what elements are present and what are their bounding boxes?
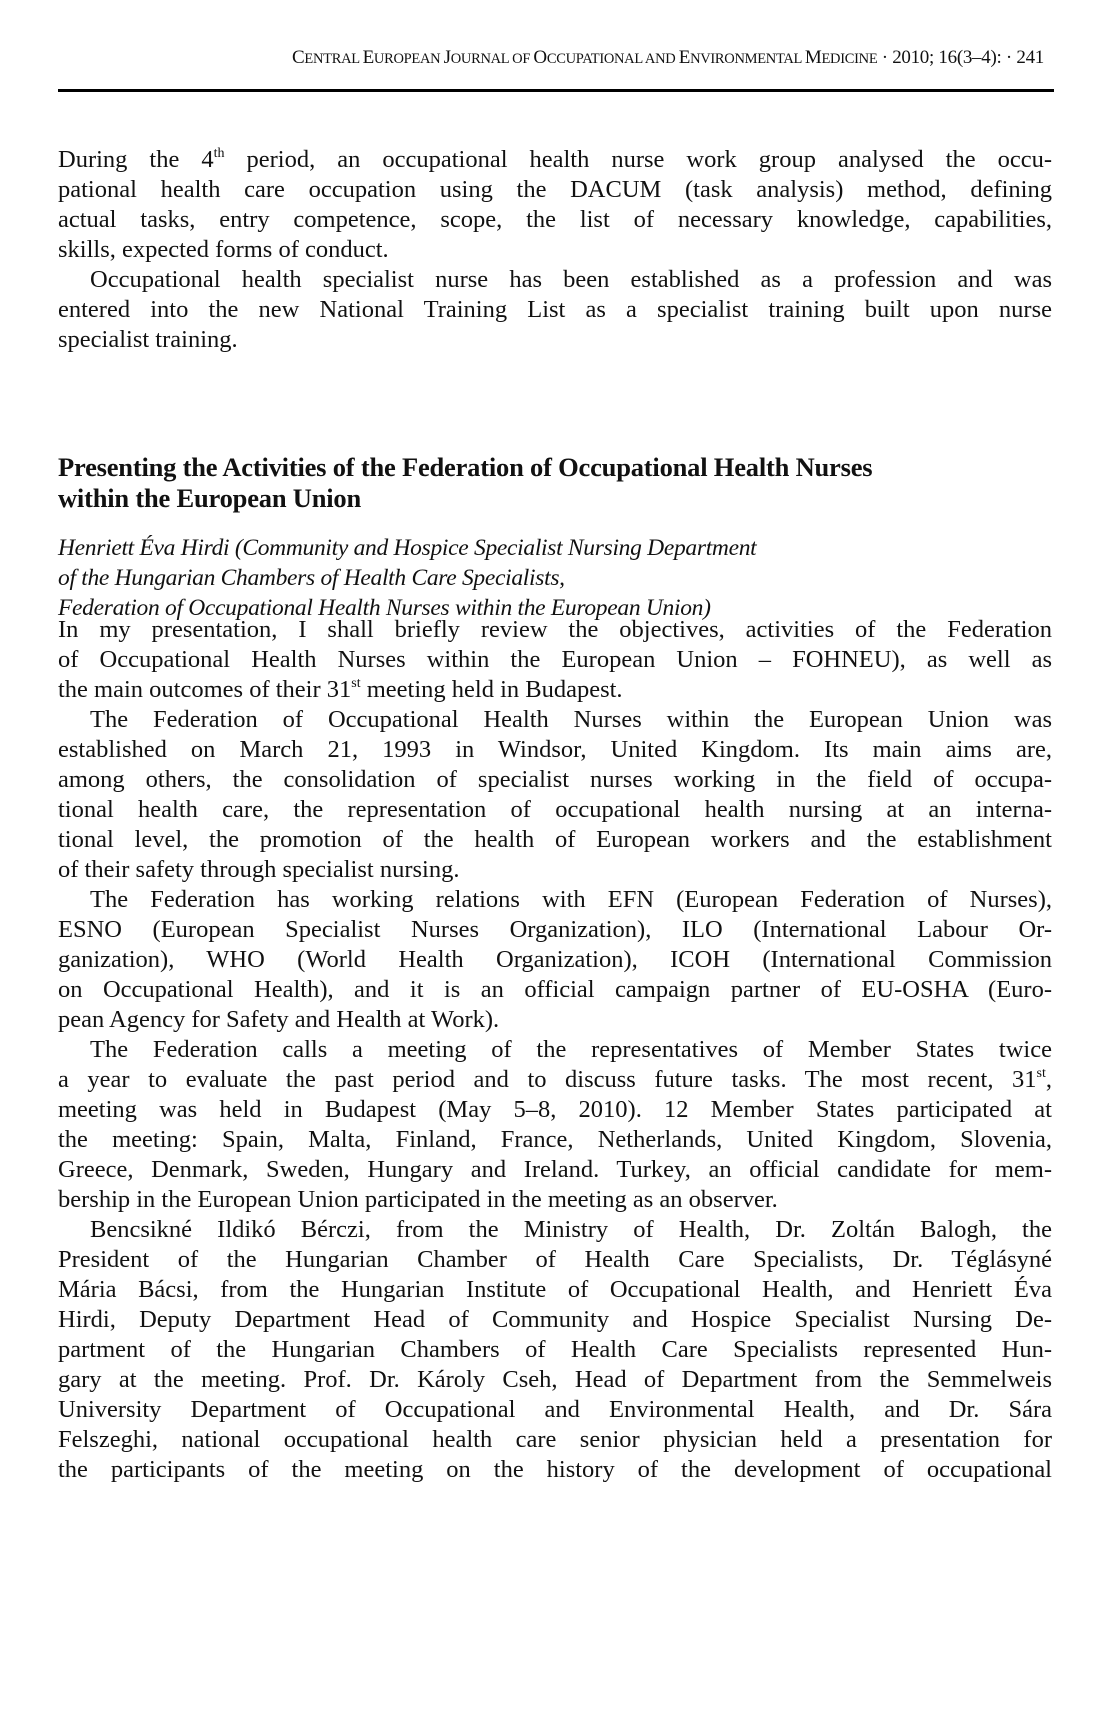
text-line: established on March 21, 1993 in Windsor, United Kingdom. Its main aims are, <box>58 736 1052 763</box>
text-line: among others, the consolidation of specialist nurses working in the field of occupa- <box>58 766 1052 793</box>
text-line: of their safety through specialist nursing. <box>58 856 460 883</box>
text-line: Bencsikné Ildikó Bérczi, from the Ministry of Health, Dr. Zoltán Balogh, the <box>90 1216 1052 1243</box>
text-line: Occupational health specialist nurse has been established as a profession and was <box>90 266 1052 293</box>
text-line: pean Agency for Safety and Health at Work). <box>58 1006 500 1033</box>
header-rule <box>58 89 1054 92</box>
text-line: University Department of Occupational and Environmental Health, and Dr. Sára <box>58 1396 1052 1423</box>
text-line: a year to evaluate the past period and to discuss future tasks. The most recent, 31st, <box>58 1066 1052 1093</box>
text-line: the main outcomes of their 31st meeting held in Budapest. <box>58 676 623 703</box>
journal-citation <box>292 46 1044 71</box>
text-line: President of the Hungarian Chamber of Health Care Specialists, Dr. Téglásyné <box>58 1246 1052 1273</box>
text-line: of Occupational Health Nurses within the European Union – FOHNEU), as well as <box>58 646 1052 673</box>
intro-section <box>58 145 1052 355</box>
text-line: actual tasks, entry competence, scope, the list of necessary knowledge, capabilities, <box>58 206 1052 233</box>
text-line: Mária Bácsi, from the Hungarian Institute of Occupational Health, and Henriett Éva <box>58 1276 1052 1303</box>
text-line: specialist training. <box>58 326 238 353</box>
text-line: During the 4th period, an occupational health nurse work group analysed the occu- <box>58 146 1052 173</box>
text-line: Felszeghi, national occupational health care senior physician held a presentation for <box>58 1426 1052 1453</box>
text-line: tional level, the promotion of the health of European workers and the establishment <box>58 826 1052 853</box>
text-line: The Federation calls a meeting of the representatives of Member States twice <box>90 1036 1052 1063</box>
text-line: pational health care occupation using the DACUM (task analysis) method, defining <box>58 176 1052 203</box>
text-line: skills, expected forms of conduct. <box>58 236 389 263</box>
text-line: partment of the Hungarian Chambers of Health Care Specialists represented Hun- <box>58 1336 1052 1363</box>
text-line: bership in the European Union participated in the meeting as an observer. <box>58 1186 778 1213</box>
text-line: ESNO (European Specialist Nurses Organization), ILO (International Labour Or- <box>58 916 1052 943</box>
journal-title: CENTRAL EUROPEAN JOURNAL OF OCCUPATIONAL AND ENVIRONMENTAL MEDICINE <box>292 47 878 68</box>
text-line: on Occupational Health), and it is an official campaign partner of EU-OSHA (Euro- <box>58 976 1052 1003</box>
text-line: The Federation has working relations with EFN (European Federation of Nurses), <box>90 886 1052 913</box>
article-body <box>58 615 1052 1485</box>
text-line: The Federation of Occupational Health Nurses within the European Union was <box>90 706 1052 733</box>
article-title: Presenting the Activities of the Federation of Occupational Health Nurses within the European Union <box>58 452 873 513</box>
text-line: the participants of the meeting on the history of the development of occupational <box>58 1456 1052 1483</box>
text-line: the meeting: Spain, Malta, Finland, France, Netherlands, United Kingdom, Slovenia, <box>58 1126 1052 1153</box>
text-line: ganization), WHO (World Health Organization), ICOH (International Commission <box>58 946 1052 973</box>
text-line: Hirdi, Deputy Department Head of Community and Hospice Specialist Nursing De- <box>58 1306 1052 1333</box>
text-line: tional health care, the representation of occupational health nursing at an interna- <box>58 796 1052 823</box>
citation-and-page: · 2010; 16(3–4): · 241 <box>881 47 1044 68</box>
author-affiliation: Henriett Éva Hirdi (Community and Hospice Specialist Nursing Department of the Hungarian Chambers of Health Care Specialists, Federation of Occupational Health Nurses within the European Union) <box>58 535 757 621</box>
text-line: meeting was held in Budapest (May 5–8, 2010). 12 Member States participated at <box>58 1096 1052 1123</box>
text-line: gary at the meeting. Prof. Dr. Károly Cseh, Head of Department from the Semmelweis <box>58 1366 1052 1393</box>
text-line: entered into the new National Training List as a specialist training built upon nurse <box>58 296 1052 323</box>
running-header <box>58 46 1054 86</box>
text-line: In my presentation, I shall briefly review the objectives, activities of the Federation <box>58 616 1052 643</box>
text-line: Greece, Denmark, Sweden, Hungary and Ireland. Turkey, an official candidate for mem- <box>58 1156 1052 1183</box>
